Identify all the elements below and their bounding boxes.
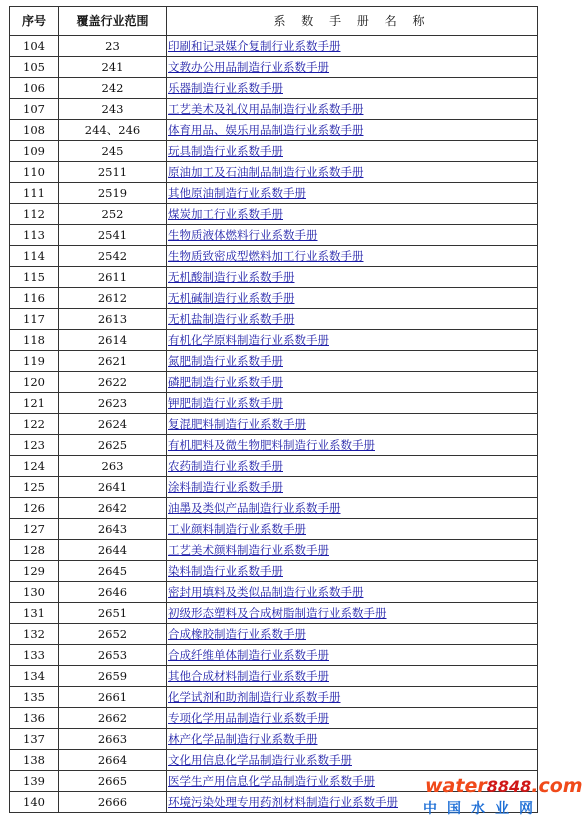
table-row [10, 78, 538, 99]
table-row [10, 225, 538, 246]
row-manual-name-cell [167, 288, 538, 309]
watermark-brand-prefix: water [425, 775, 487, 797]
table-row [10, 708, 538, 729]
row-industry-code: 2614 [59, 330, 167, 351]
watermark-brand-number: 8848 [486, 777, 532, 796]
table-row [10, 309, 538, 330]
table-row [10, 750, 538, 771]
row-seq: 117 [10, 309, 59, 330]
row-manual-name-cell [167, 246, 538, 267]
row-seq: 139 [10, 771, 59, 792]
manual-link[interactable]: 玩具制造行业系数手册 [168, 144, 283, 158]
row-manual-name-cell [167, 141, 538, 162]
manual-link[interactable]: 化学试剂和助剂制造行业系数手册 [168, 690, 341, 704]
table-row [10, 351, 538, 372]
row-seq: 138 [10, 750, 59, 771]
header-seq: 序号 [10, 7, 59, 36]
manual-link[interactable]: 无机碱制造行业系数手册 [168, 291, 295, 305]
row-manual-name-cell [167, 309, 538, 330]
manual-link[interactable]: 工艺美术颜料制造行业系数手册 [168, 543, 329, 557]
row-seq: 119 [10, 351, 59, 372]
manual-link[interactable]: 涂料制造行业系数手册 [168, 480, 283, 494]
row-seq: 134 [10, 666, 59, 687]
row-industry-code: 2665 [59, 771, 167, 792]
row-manual-name-cell [167, 561, 538, 582]
row-manual-name-cell [167, 498, 538, 519]
row-manual-name-cell [167, 267, 538, 288]
table-row [10, 99, 538, 120]
manual-link[interactable]: 环境污染处理专用药剂材料制造行业系数手册 [168, 795, 398, 809]
manual-link[interactable]: 无机盐制造行业系数手册 [168, 312, 295, 326]
header-scope: 覆盖行业范围 [59, 7, 167, 36]
table-row [10, 330, 538, 351]
row-manual-name-cell [167, 120, 538, 141]
header-name: 系 数 手 册 名 称 [167, 7, 538, 36]
row-industry-code: 2613 [59, 309, 167, 330]
table-row [10, 267, 538, 288]
row-industry-code: 2646 [59, 582, 167, 603]
watermark-brand-suffix: .com [531, 775, 583, 797]
document-page [9, 6, 537, 813]
row-industry-code: 2661 [59, 687, 167, 708]
manual-link[interactable]: 其他合成材料制造行业系数手册 [168, 669, 329, 683]
row-manual-name-cell [167, 78, 538, 99]
table-row [10, 162, 538, 183]
table-row [10, 414, 538, 435]
row-manual-name-cell [167, 99, 538, 120]
row-manual-name-cell [167, 372, 538, 393]
row-manual-name-cell [167, 183, 538, 204]
row-seq: 108 [10, 120, 59, 141]
table-row [10, 246, 538, 267]
manual-link[interactable]: 农药制造行业系数手册 [168, 459, 283, 473]
row-manual-name-cell [167, 624, 538, 645]
row-manual-name-cell [167, 351, 538, 372]
table-row [10, 687, 538, 708]
manual-link[interactable]: 有机肥料及微生物肥料制造行业系数手册 [168, 438, 375, 452]
row-industry-code: 2651 [59, 603, 167, 624]
row-manual-name-cell [167, 666, 538, 687]
manual-link[interactable]: 工业颜料制造行业系数手册 [168, 522, 306, 536]
row-seq: 120 [10, 372, 59, 393]
manual-link[interactable]: 专项化学用品制造行业系数手册 [168, 711, 329, 725]
table-row [10, 204, 538, 225]
table-row [10, 792, 538, 813]
table-row [10, 603, 538, 624]
row-industry-code: 2662 [59, 708, 167, 729]
row-manual-name-cell [167, 645, 538, 666]
row-industry-code: 2666 [59, 792, 167, 813]
table-row [10, 582, 538, 603]
row-industry-code: 2623 [59, 393, 167, 414]
row-industry-code: 2519 [59, 183, 167, 204]
row-manual-name-cell [167, 750, 538, 771]
row-seq: 110 [10, 162, 59, 183]
row-manual-name-cell [167, 36, 538, 57]
row-industry-code: 245 [59, 141, 167, 162]
row-industry-code: 2641 [59, 477, 167, 498]
row-manual-name-cell [167, 729, 538, 750]
row-seq: 140 [10, 792, 59, 813]
row-manual-name-cell [167, 582, 538, 603]
table-body [10, 36, 538, 813]
row-industry-code: 2542 [59, 246, 167, 267]
row-industry-code: 244、246 [59, 120, 167, 141]
row-seq: 137 [10, 729, 59, 750]
row-seq: 116 [10, 288, 59, 309]
row-manual-name-cell [167, 540, 538, 561]
row-manual-name-cell [167, 225, 538, 246]
manual-link[interactable]: 工艺美术及礼仪用品制造行业系数手册 [168, 102, 364, 116]
row-manual-name-cell [167, 414, 538, 435]
row-industry-code: 2625 [59, 435, 167, 456]
row-manual-name-cell [167, 57, 538, 78]
row-industry-code: 2622 [59, 372, 167, 393]
row-manual-name-cell [167, 162, 538, 183]
row-seq: 111 [10, 183, 59, 204]
row-seq: 114 [10, 246, 59, 267]
row-seq: 106 [10, 78, 59, 99]
row-seq: 127 [10, 519, 59, 540]
row-manual-name-cell [167, 330, 538, 351]
table-row [10, 57, 538, 78]
manual-link[interactable]: 煤炭加工行业系数手册 [168, 207, 283, 221]
watermark-subtitle: 中国水业网 [423, 801, 543, 817]
row-industry-code: 252 [59, 204, 167, 225]
row-seq: 132 [10, 624, 59, 645]
manual-link[interactable]: 乐器制造行业系数手册 [168, 81, 283, 95]
manual-link[interactable]: 磷肥制造行业系数手册 [168, 375, 283, 389]
row-industry-code: 2652 [59, 624, 167, 645]
row-industry-code: 2621 [59, 351, 167, 372]
row-manual-name-cell [167, 792, 538, 813]
manual-link[interactable]: 合成纤维单体制造行业系数手册 [168, 648, 329, 662]
manual-link[interactable]: 有机化学原料制造行业系数手册 [168, 333, 329, 347]
table-row [10, 372, 538, 393]
table-row [10, 393, 538, 414]
row-seq: 118 [10, 330, 59, 351]
row-seq: 124 [10, 456, 59, 477]
row-industry-code: 2659 [59, 666, 167, 687]
row-industry-code: 2511 [59, 162, 167, 183]
row-manual-name-cell [167, 708, 538, 729]
row-industry-code: 242 [59, 78, 167, 99]
table-row [10, 477, 538, 498]
row-industry-code: 2642 [59, 498, 167, 519]
row-manual-name-cell [167, 204, 538, 225]
manual-link[interactable]: 林产化学品制造行业系数手册 [168, 732, 318, 746]
row-seq: 128 [10, 540, 59, 561]
row-industry-code: 2611 [59, 267, 167, 288]
row-industry-code: 2644 [59, 540, 167, 561]
row-seq: 107 [10, 99, 59, 120]
manual-link[interactable]: 原油加工及石油制品制造行业系数手册 [168, 165, 364, 179]
table-row [10, 729, 538, 750]
manual-link[interactable]: 氮肥制造行业系数手册 [168, 354, 283, 368]
table-row [10, 561, 538, 582]
row-industry-code: 2653 [59, 645, 167, 666]
row-seq: 130 [10, 582, 59, 603]
row-manual-name-cell [167, 456, 538, 477]
row-seq: 123 [10, 435, 59, 456]
row-manual-name-cell [167, 435, 538, 456]
row-manual-name-cell [167, 519, 538, 540]
table-row [10, 519, 538, 540]
row-industry-code: 263 [59, 456, 167, 477]
row-industry-code: 243 [59, 99, 167, 120]
manual-link[interactable]: 油墨及类似产品制造行业系数手册 [168, 501, 341, 515]
table-row [10, 771, 538, 792]
row-seq: 136 [10, 708, 59, 729]
manual-link[interactable]: 生物质液体燃料行业系数手册 [168, 228, 318, 242]
row-manual-name-cell [167, 477, 538, 498]
manual-link[interactable]: 体育用品、娱乐用品制造行业系数手册 [168, 123, 364, 137]
table-row [10, 183, 538, 204]
row-seq: 105 [10, 57, 59, 78]
row-manual-name-cell [167, 687, 538, 708]
manual-table [9, 6, 538, 813]
table-row [10, 120, 538, 141]
row-industry-code: 2612 [59, 288, 167, 309]
row-industry-code: 23 [59, 36, 167, 57]
row-industry-code: 241 [59, 57, 167, 78]
table-row [10, 288, 538, 309]
row-seq: 133 [10, 645, 59, 666]
row-seq: 115 [10, 267, 59, 288]
manual-link[interactable]: 合成橡胶制造行业系数手册 [168, 627, 306, 641]
manual-link[interactable]: 初级形态塑料及合成树脂制造行业系数手册 [168, 606, 387, 620]
table-row [10, 666, 538, 687]
row-industry-code: 2663 [59, 729, 167, 750]
row-seq: 135 [10, 687, 59, 708]
row-seq: 104 [10, 36, 59, 57]
row-manual-name-cell [167, 771, 538, 792]
table-row [10, 36, 538, 57]
row-seq: 126 [10, 498, 59, 519]
manual-link[interactable]: 医学生产用信息化学品制造行业系数手册 [168, 774, 375, 788]
manual-link[interactable]: 无机酸制造行业系数手册 [168, 270, 295, 284]
table-row [10, 624, 538, 645]
row-seq: 131 [10, 603, 59, 624]
manual-link[interactable]: 染料制造行业系数手册 [168, 564, 283, 578]
row-industry-code: 2624 [59, 414, 167, 435]
table-row [10, 645, 538, 666]
row-seq: 129 [10, 561, 59, 582]
row-industry-code: 2645 [59, 561, 167, 582]
table-row [10, 456, 538, 477]
manual-link[interactable]: 钾肥制造行业系数手册 [168, 396, 283, 410]
row-industry-code: 2664 [59, 750, 167, 771]
manual-link[interactable]: 文教办公用品制造行业系数手册 [168, 60, 329, 74]
row-seq: 113 [10, 225, 59, 246]
table-row [10, 435, 538, 456]
row-industry-code: 2643 [59, 519, 167, 540]
table-header-row [10, 7, 538, 36]
manual-link[interactable]: 生物质致密成型燃料加工行业系数手册 [168, 249, 364, 263]
manual-link[interactable]: 复混肥料制造行业系数手册 [168, 417, 306, 431]
row-seq: 109 [10, 141, 59, 162]
row-seq: 125 [10, 477, 59, 498]
row-seq: 122 [10, 414, 59, 435]
row-seq: 112 [10, 204, 59, 225]
row-manual-name-cell [167, 393, 538, 414]
manual-link[interactable]: 密封用填料及类似品制造行业系数手册 [168, 585, 364, 599]
row-seq: 121 [10, 393, 59, 414]
table-row [10, 498, 538, 519]
manual-link[interactable]: 文化用信息化学品制造行业系数手册 [168, 753, 352, 767]
row-manual-name-cell [167, 603, 538, 624]
manual-link[interactable]: 其他原油制造行业系数手册 [168, 186, 306, 200]
table-row [10, 540, 538, 561]
row-industry-code: 2541 [59, 225, 167, 246]
manual-link[interactable]: 印刷和记录媒介复制行业系数手册 [168, 39, 341, 53]
table-row [10, 141, 538, 162]
